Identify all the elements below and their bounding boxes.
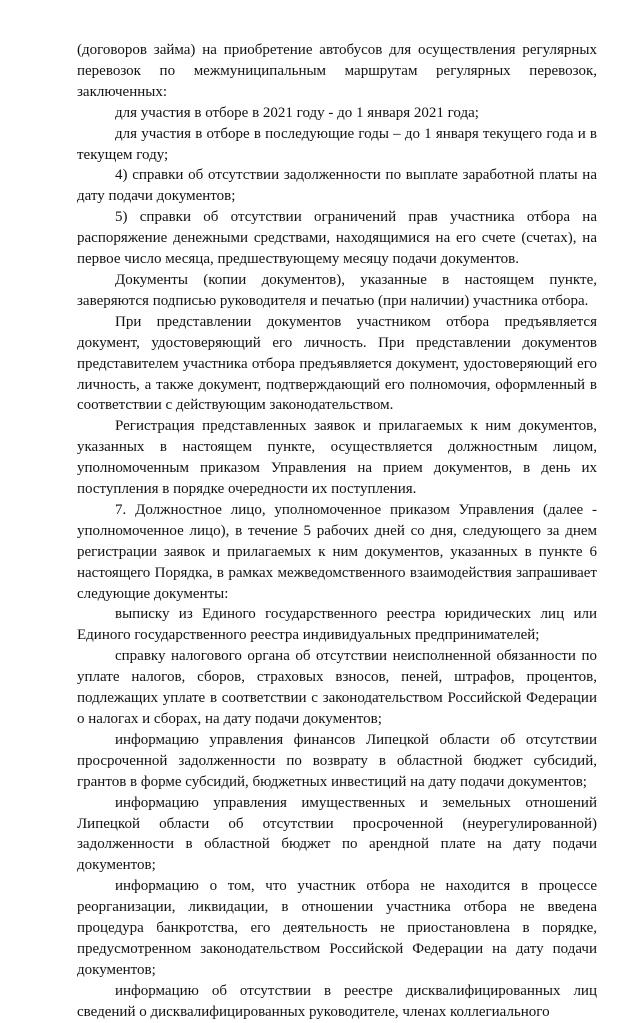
- paragraph-continuation: (договоров займа) на приобретение автобусов для осуществления регулярных перевозок по межмуниципальным маршрутам регулярных перевозок, заключенных:: [77, 42, 597, 100]
- paragraph-identity-document: При представлении документов участником отбора предъявляется документ, удостоверяющий его личность. При представлении документов представителем участника отбора предъявляется документ, удостоверяющий его личность, а также документ, подтверждающий его полномочия, оформленный в соответствии с действующим законодательством.: [77, 313, 597, 414]
- paragraph-item-4: 4) справки об отсутствии задолженности по выплате заработной платы на дату подачи документов;: [77, 167, 597, 205]
- paragraph-registration: Регистрация представленных заявок и прилагаемых к ним документов, указанных в настоящем пункте, осуществляется должностным лицом, уполномоченным приказом Управления на прием документов, в день их поступления в порядке очередности их поступления.: [77, 418, 597, 498]
- paragraph-item-7: 7. Должностное лицо, уполномоченное приказом Управления (далее - уполномоченное лицо), в течение 5 рабочих дней со дня, следующего за днем регистрации заявок и прилагаемых к ним документов, указанных в пункте 6 настоящего Порядка, в рамках межведомственного взаимодействия запрашивает следующие документы:: [77, 501, 597, 602]
- paragraph-property-info: информацию управления имущественных и земельных отношений Липецкой области об отсутствии просроченной (неурегулированной) задолженности в областной бюджет по арендной плате на дату подачи документов;: [77, 794, 597, 874]
- paragraph-registry-extract: выписку из Единого государственного реестра юридических лиц или Единого государственного реестра индивидуальных предпринимателей;: [77, 606, 597, 644]
- paragraph-documents-certification: Документы (копии документов), указанные в настоящем пункте, заверяются подписью руководителя и печатью (при наличии) участника отбора.: [77, 271, 597, 309]
- paragraph-disqualified-info: информацию об отсутствии в реестре дисквалифицированных лиц сведений о дисквалифицированных руководителе, членах коллегиального: [77, 982, 597, 1020]
- paragraph-deadline-following-years: для участия в отборе в последующие годы – до 1 января текущего года и в текущем году;: [77, 125, 597, 163]
- paragraph-tax-certificate: справку налогового органа об отсутствии неисполненной обязанности по уплате налогов, сборов, страховых взносов, пеней, штрафов, процентов, подлежащих уплате в соответствии с законодательством Российской Федерации о налогах и сборах, на дату подачи документов;: [77, 648, 597, 727]
- paragraph-finance-info: информацию управления финансов Липецкой области об отсутствии просроченной задолженности по возврату в областной бюджет субсидий, грантов в форме субсидий, бюджетных инвестиций на дату подачи документов;: [77, 731, 597, 790]
- paragraph-reorganization-info: информацию о том, что участник отбора не находится в процессе реорганизации, ликвидации, в отношении участника отбора не введена процедура банкротства, его деятельность не приостановлена в порядке, предусмотренном законодательством Российской Федерации на дату подачи документов;: [77, 878, 597, 978]
- document-page: [77, 40, 597, 1023]
- paragraph-item-5: 5) справки об отсутствии ограничений прав участника отбора на распоряжение денежными средствами, находящимися на его счете (счетах), на первое число месяца, предшествующему месяцу подачи документов.: [77, 209, 597, 268]
- paragraph-deadline-2021: для участия в отборе в 2021 году - до 1 января 2021 года;: [115, 104, 479, 121]
